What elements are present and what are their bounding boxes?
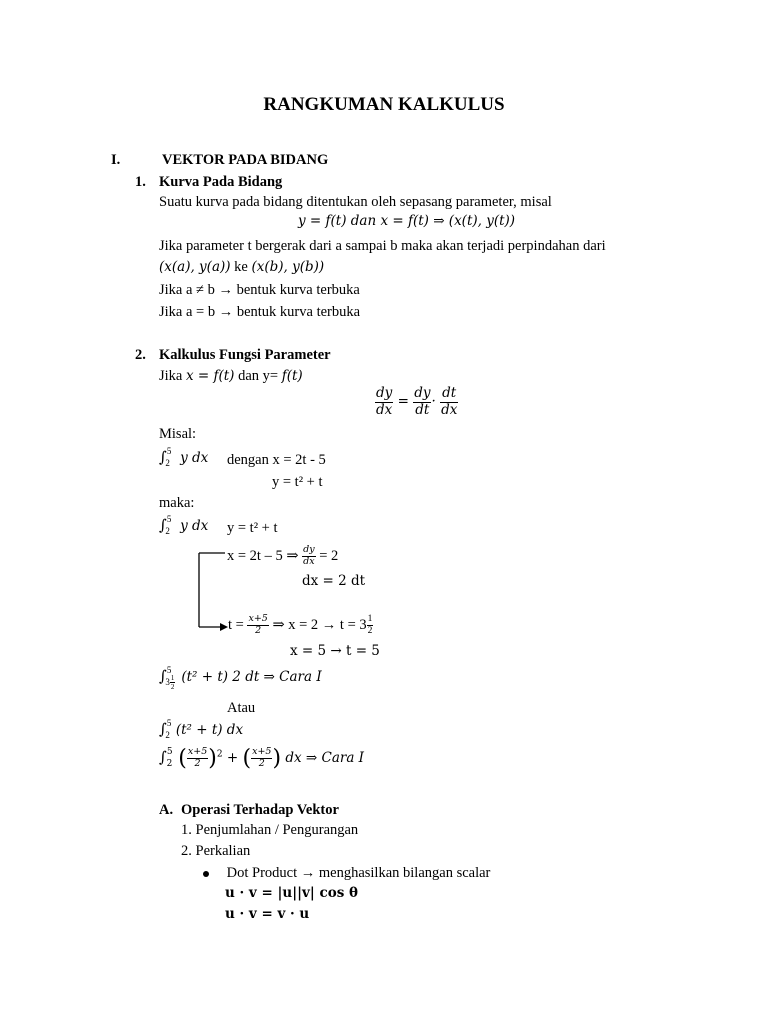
condition-text: Jika a = b → bentuk kurva terbuka: [159, 304, 361, 320]
bullet-item: [203, 865, 490, 882]
equation-line: [159, 259, 324, 276]
page-title: RANGKUMAN KALKULUS: [263, 94, 505, 115]
text: x = 2t – 5 ⇒: [227, 547, 299, 564]
section-number: I.: [111, 152, 121, 168]
text: ⇒ x = 2 → t = 3: [272, 616, 367, 633]
list-item: 1. Penjumlahan / Pengurangan: [181, 822, 359, 838]
equation: f(t): [281, 368, 303, 384]
formula: u · v = v · u: [225, 906, 310, 922]
integral-expression: ∫$^5_2$ y dx: [159, 514, 209, 536]
condition-text: y = t² + t: [227, 520, 278, 536]
equation: dx = 2 dt: [302, 573, 366, 589]
subsection-number: 2.: [135, 347, 146, 363]
connector-text: ke: [230, 259, 252, 275]
integral-expression: ∫$^5_2$ y dx: [159, 446, 209, 468]
section-number: A.: [159, 802, 174, 818]
text: Jika: [159, 368, 186, 384]
subsection-title: Kurva Pada Bidang: [159, 174, 283, 190]
substitution-line: t = $\frac{x+5}{2}$ ⇒ x = 2 → t = 3 $\frac{1}{2}$: [228, 613, 373, 636]
condition-text: y = t² + t: [272, 474, 323, 490]
integral-expression: ∫$^5_2$ ( $\frac{x+5}{2}$ )$^2$ + ( $\frac{x+5}{2}$ ) dx ⇒ Cara I: [159, 745, 365, 771]
equation-end-point: (x(b), y(b)): [251, 259, 325, 275]
equation-start-point: (x(a), y(a)): [159, 259, 231, 275]
section-title: VEKTOR PADA BIDANG: [162, 152, 329, 168]
integral-expression: ∫$^5_{3 \frac{1}{2}}$ (t² + t) 2 dt ⇒ Cara I: [159, 665, 322, 692]
substitution-line: x = 2t – 5 ⇒ $\frac{dy}{dx}$ = 2: [227, 544, 339, 567]
equation: x = 5 → t = 5: [290, 643, 380, 659]
bullet-icon: [203, 871, 209, 877]
condition-text: Jika a ≠ b → bentuk kurva terbuka: [159, 282, 360, 298]
integrand: dx ⇒ Cara I: [285, 749, 365, 766]
text: t =: [228, 616, 244, 633]
label-text: maka:: [159, 495, 195, 511]
text: dan y=: [234, 368, 282, 384]
integrand: (t² + t) dx: [175, 722, 244, 738]
list-item: 2. Perkalian: [181, 843, 251, 859]
equation-line: [159, 368, 303, 385]
equation: x = f(t): [185, 368, 235, 384]
equation: y = f(t) dan x = f(t) ⇒ (x(t), y(t)): [298, 213, 516, 229]
formula: u · v = |u||v| cos θ: [225, 885, 359, 901]
derivative-formula: $\frac{dy}{dx}$ = $\frac{dy}{dt}$ · $\frac{dt}{dx}$: [376, 385, 458, 418]
text: = 2: [319, 547, 339, 564]
paragraph-text: Suatu kurva pada bidang ditentukan oleh sepasang parameter, misal: [159, 194, 552, 210]
paragraph-text: Jika parameter t bergerak dari a sampai b maka akan terjadi perpindahan dari: [159, 238, 606, 254]
label-text: Misal:: [159, 426, 197, 442]
subsection-title: Kalkulus Fungsi Parameter: [159, 347, 331, 363]
label-text: Atau: [227, 700, 256, 716]
integral-expression: ∫$^5_2$ (t² + t) dx: [159, 718, 244, 740]
condition-text: dengan x = 2t - 5: [227, 452, 326, 468]
bullet-text: Dot Product → menghasilkan bilangan scalar: [226, 865, 491, 881]
section-title: Operasi Terhadap Vektor: [181, 802, 339, 818]
subsection-number: 1.: [135, 174, 146, 190]
plus-sign: +: [226, 749, 239, 766]
integrand: (t² + t) 2 dt ⇒ Cara I: [181, 669, 322, 685]
